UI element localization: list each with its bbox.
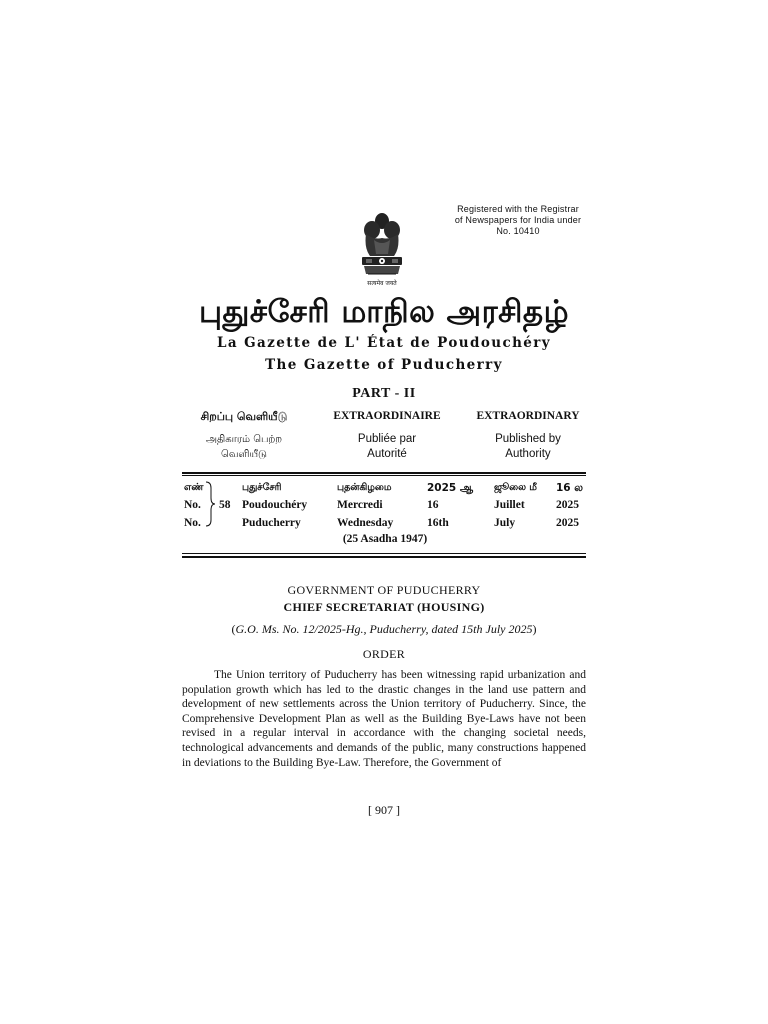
edition-type-french: EXTRAORDINAIRE [333, 410, 441, 422]
registration-number: No. 10410 [496, 226, 540, 236]
issue-year-french: 2025 [556, 499, 579, 511]
publication-tamil-line-1: அதிகாரம் பெற்ற [205, 434, 283, 445]
publication-tamil-line-2: வெளியீடு [221, 449, 267, 460]
issue-year-english: 2025 [556, 517, 579, 529]
reference-text: G.O. Ms. No. 12/2025-Hg., Puducherry, dated 15th July 2025 [235, 622, 533, 636]
issue-label-no-french: No. [184, 499, 201, 511]
page-number: [ 907 ] [368, 803, 400, 817]
registration-line-2: of Newspapers for India under [454, 215, 582, 225]
department-heading: CHIEF SECRETARIAT (HOUSING) [283, 600, 485, 614]
issue-month-english: July [494, 517, 516, 529]
gazette-title-french: La Gazette de L' État de Poudouchéry [216, 335, 552, 351]
order-heading: ORDER [362, 647, 406, 661]
registration-notice [436, 204, 600, 237]
divider-rule-bottom-thick [182, 556, 586, 558]
publication-authority-tamil [182, 432, 306, 462]
issue-number: 58 [219, 499, 231, 511]
publication-english-line-1: Published by [495, 433, 561, 445]
reference-close-paren: ) [532, 622, 537, 636]
issue-weekday-english: Wednesday [337, 517, 394, 529]
government-heading: GOVERNMENT OF PUDUCHERRY [287, 583, 481, 597]
issue-place-english: Puducherry [242, 517, 301, 529]
issue-month-french: Juillet [494, 499, 525, 511]
issue-weekday-french: Mercredi [337, 499, 383, 511]
gazette-part: PART - II [352, 386, 416, 401]
brace-icon [204, 480, 216, 528]
issue-place-tamil: புதுச்சேரி [242, 482, 282, 493]
issue-day-english: 16th [427, 517, 449, 529]
publication-french-line-2: Autorité [367, 448, 407, 460]
reference-open-paren: ( [231, 622, 236, 636]
publication-authority-english [466, 432, 590, 462]
issue-saka-date: (25 Asadha 1947) [342, 533, 428, 545]
gazette-title-english: The Gazette of Puducherry [265, 357, 503, 373]
divider-rule-bottom-thin [182, 553, 586, 554]
divider-rule-top-thin [182, 475, 586, 476]
issue-weekday-tamil: புதன்கிழமை [337, 482, 392, 493]
edition-type-english: EXTRAORDINARY [476, 410, 580, 422]
issue-label-no-english: No. [184, 517, 201, 529]
order-body-paragraph: The Union territory of Puducherry has been witnessing rapid urbanization and population growth which has led to the drastic changes in the land use pattern and development of new settlements across the Union territory of Puducherry. Since, the Comprehensive Development Plan as well as the Building Bye-Laws have not been revised in a regular interval in accordance with the changing societal needs, technological advancements and demands of the public, many constructions happened in deviations to the Building Bye-Law. Therefore, the Government of [182, 669, 586, 769]
publication-french-line-1: Publiée par [357, 433, 417, 445]
issue-month-tamil: ஜூலை மீ [494, 482, 537, 493]
issue-date-tamil: 16 ல [556, 482, 583, 494]
emblem-motto: सत्यमेव जयते [367, 280, 397, 287]
issue-day-french: 16 [427, 499, 439, 511]
edition-type-tamil: சிறப்பு வெளியீடு [200, 410, 288, 423]
gazette-title-tamil: புதுச்சேரி மாநில அரசிதழ் [198, 294, 570, 330]
registration-line-1: Registered with the Registrar [457, 204, 579, 214]
issue-year-tamil: 2025 ஆ [427, 482, 474, 494]
state-emblem-icon [354, 210, 410, 290]
issue-place-french: Poudouchéry [242, 499, 308, 511]
issue-label-tamil: எண் [184, 482, 204, 493]
publication-english-line-2: Authority [505, 448, 551, 460]
publication-authority-french [322, 432, 452, 462]
government-order-reference [182, 622, 586, 637]
divider-rule-top-thick [182, 472, 586, 474]
